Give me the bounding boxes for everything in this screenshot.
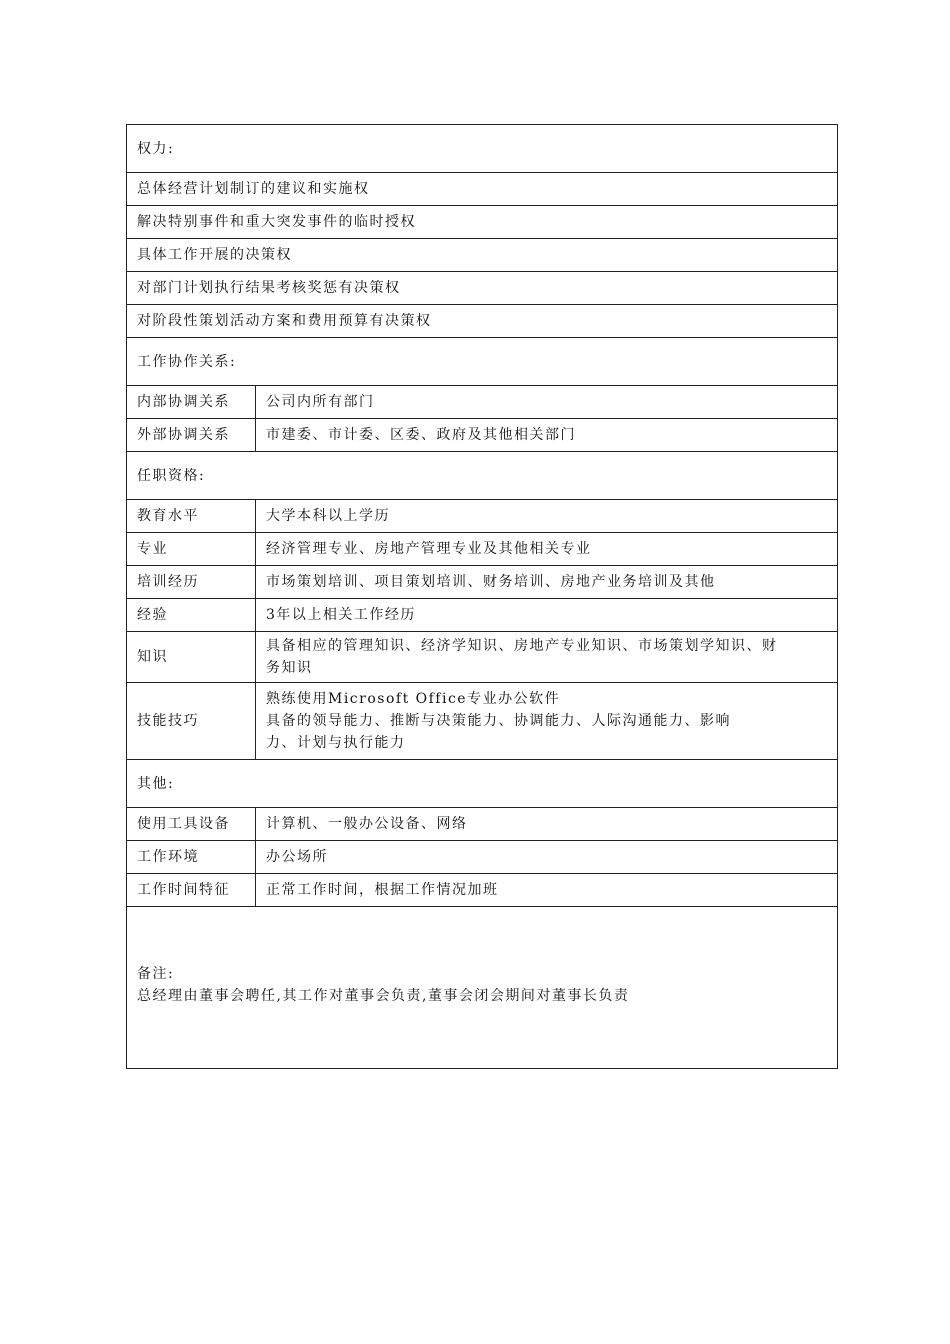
remarks-text: 总经理由董事会聘任,其工作对董事会负责,董事会闭会期间对董事长负责 — [137, 988, 630, 1004]
row-value: 市建委、市计委、区委、政府及其他相关部门 — [266, 427, 576, 443]
row-label: 使用工具设备 — [127, 808, 256, 840]
row-value: 3年以上相关工作经历 — [266, 607, 416, 623]
row-value: 正常工作时间，根据工作情况加班 — [266, 882, 499, 898]
table-row — [127, 840, 837, 873]
other-section-header — [127, 759, 837, 807]
table-row — [127, 499, 837, 532]
authority-row — [127, 271, 837, 304]
row-label: 内部协调关系 — [127, 386, 256, 418]
row-value: 市场策划培训、项目策划培训、财务培训、房地产业务培训及其他 — [266, 574, 716, 590]
authority-item: 对阶段性策划活动方案和费用预算有决策权 — [137, 313, 432, 329]
other-heading: 其他: — [137, 775, 175, 792]
row-value: 公司内所有部门 — [266, 394, 375, 410]
value-line: 具备的领导能力、推断与决策能力、协调能力、人际沟通能力、影响 — [266, 713, 731, 729]
table-row — [127, 598, 837, 631]
remarks-heading: 备注: — [137, 966, 175, 982]
remarks-block — [127, 907, 837, 1068]
authority-heading: 权力: — [137, 140, 175, 157]
table-row — [127, 418, 837, 451]
authority-item: 具体工作开展的决策权 — [137, 247, 292, 263]
qualifications-section-header — [127, 451, 837, 499]
row-label: 教育水平 — [127, 500, 256, 532]
row-value — [256, 632, 837, 682]
remarks-section — [127, 906, 837, 1068]
authority-item: 解决特别事件和重大突发事件的临时授权 — [137, 214, 416, 230]
row-label: 外部协调关系 — [127, 419, 256, 451]
job-description-table — [126, 124, 838, 1069]
authority-item: 对部门计划执行结果考核奖惩有决策权 — [137, 280, 401, 296]
row-value — [256, 683, 837, 759]
authority-row — [127, 304, 837, 337]
value-line: 具备相应的管理知识、经济学知识、房地产专业知识、市场策划学知识、财 — [266, 638, 778, 654]
authority-row — [127, 238, 837, 271]
cooperation-heading: 工作协作关系: — [137, 353, 237, 370]
row-value: 大学本科以上学历 — [266, 508, 390, 524]
row-value: 办公场所 — [266, 849, 328, 865]
qualifications-heading: 任职资格: — [137, 467, 206, 484]
row-label: 工作环境 — [127, 841, 256, 873]
table-row — [127, 565, 837, 598]
row-label: 技能技巧 — [127, 683, 256, 759]
row-label: 知识 — [127, 632, 256, 682]
value-line: 熟练使用Microsoft Office专业办公软件 — [266, 691, 561, 707]
row-label: 经验 — [127, 599, 256, 631]
row-value: 经济管理专业、房地产管理专业及其他相关专业 — [266, 541, 592, 557]
table-row — [127, 532, 837, 565]
authority-row — [127, 172, 837, 205]
row-label: 培训经历 — [127, 566, 256, 598]
authority-section-header — [127, 125, 837, 172]
table-row — [127, 682, 837, 759]
row-label: 工作时间特征 — [127, 874, 256, 906]
table-row — [127, 807, 837, 840]
row-label: 专业 — [127, 533, 256, 565]
table-row — [127, 631, 837, 682]
value-line: 务知识 — [266, 660, 313, 676]
authority-row — [127, 205, 837, 238]
cooperation-section-header — [127, 337, 837, 385]
authority-item: 总体经营计划制订的建议和实施权 — [137, 181, 370, 197]
table-row — [127, 385, 837, 418]
row-value: 计算机、一般办公设备、网络 — [266, 816, 468, 832]
value-line: 力、计划与执行能力 — [266, 735, 406, 751]
table-row — [127, 873, 837, 906]
